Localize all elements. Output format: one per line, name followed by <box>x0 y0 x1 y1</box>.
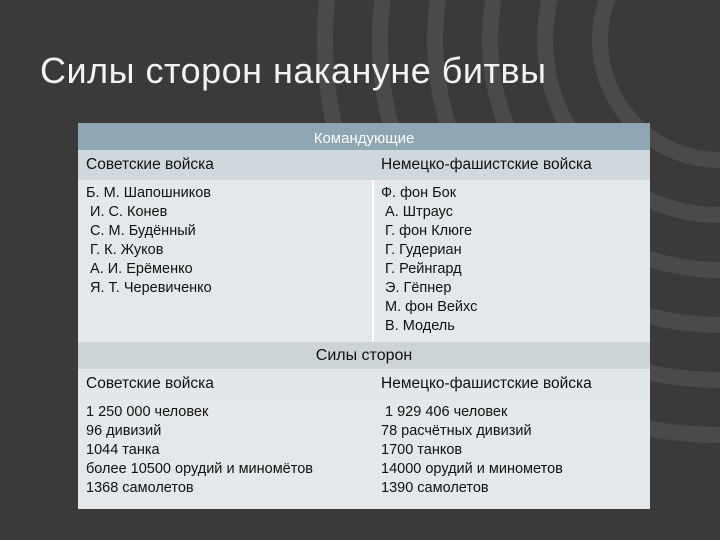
commander-name: А. Штраус <box>381 204 453 220</box>
forces-item: 1368 самолетов <box>86 480 194 496</box>
forces-item: 1700 танков <box>381 442 463 458</box>
soviet-forces-cell <box>78 399 374 509</box>
soviet-commanders-cell <box>78 180 374 342</box>
commander-name: Г. Рейнгард <box>381 261 462 277</box>
commanders-row <box>78 180 650 342</box>
commander-name: Г. К. Жуков <box>86 242 164 258</box>
commander-name: М. фон Вейхс <box>381 299 478 315</box>
commanders-header: Командующие <box>78 123 650 150</box>
forces-item: 14000 орудий и минометов <box>381 461 563 477</box>
soviet-column-header: Советские войска <box>86 156 214 173</box>
commander-name: Г. фон Клюге <box>381 223 473 239</box>
forces-table <box>78 123 650 509</box>
commander-name: В. Модель <box>381 318 455 334</box>
commander-name: Э. Гёпнер <box>381 280 452 296</box>
commanders-column-headers <box>78 150 650 180</box>
commander-name: И. С. Конев <box>86 204 168 220</box>
forces-item: 1 929 406 человек <box>381 404 508 420</box>
commander-name: Б. М. Шапошников <box>86 185 211 201</box>
forces-item: 96 дивизий <box>86 423 162 439</box>
german-commanders-cell <box>374 180 650 342</box>
german-column-header: Немецко-фашистские войска <box>381 375 592 392</box>
german-forces-cell <box>374 399 650 509</box>
forces-item: 1 250 000 человек <box>86 404 209 420</box>
commander-name: Я. Т. Черевиченко <box>86 280 212 296</box>
forces-header: Силы сторон <box>78 342 650 369</box>
forces-column-headers <box>78 369 650 399</box>
forces-item: более 10500 орудий и миномётов <box>86 461 313 477</box>
german-column-header: Немецко-фашистские войска <box>381 156 592 173</box>
commander-name: Ф. фон Бок <box>381 185 457 201</box>
soviet-column-header: Советские войска <box>86 375 214 392</box>
commander-name: А. И. Ерёменко <box>86 261 193 277</box>
slide-title: Силы сторон накануне битвы <box>40 50 547 91</box>
forces-item: 78 расчётных дивизий <box>381 423 532 439</box>
forces-item: 1044 танка <box>86 442 160 458</box>
forces-row <box>78 399 650 509</box>
commander-name: Г. Гудериан <box>381 242 462 258</box>
forces-item: 1390 самолетов <box>381 480 489 496</box>
commander-name: С. М. Будённый <box>86 223 196 239</box>
